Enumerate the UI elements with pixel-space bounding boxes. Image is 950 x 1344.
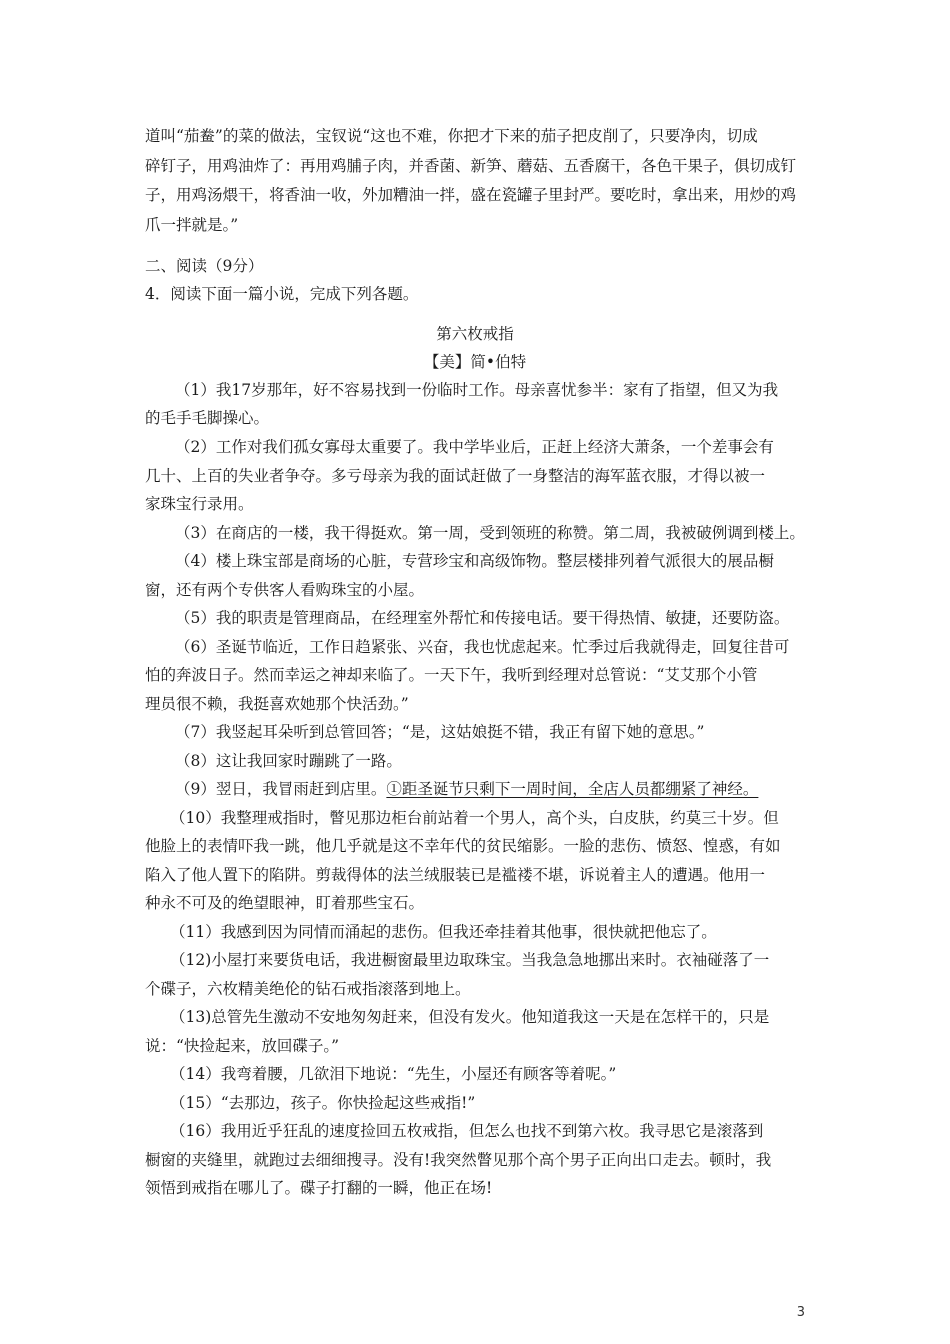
paragraph-line: 个碟子，六枚精美绝伦的钻石戒指滚落到地上。 xyxy=(145,980,471,998)
intro-line-3: 子，用鸡汤煨干，将香油一收，外加糟油一拌，盛在瓷罐子里封严。要吃时，拿出来，用炒的鸡 xyxy=(145,186,797,204)
paragraph-line: （13)总管先生激动不安地匆匆赶来，但没有发火。他知道我这一天是在怎样干的，只是 xyxy=(170,1008,770,1026)
intro-line-2: 碎钉子，用鸡油炸了：再用鸡脯子肉，并香菌、新笋、蘑菇、五香腐干，各色干果子，俱切成钉 xyxy=(145,157,797,175)
paragraph-line: （4）楼上珠宝部是商场的心脏，专营珍宝和高级饰物。整层楼排列着气派很大的展品橱 xyxy=(175,552,774,570)
story-author: 【美】简•伯特 xyxy=(423,353,527,371)
paragraph-line: （6）圣诞节临近，工作日趋紧张、兴奋，我也忧虑起来。忙季过后我就得走，回复往昔可 xyxy=(175,638,790,656)
paragraph-line: 种永不可及的绝望眼神，盯着那些宝石。 xyxy=(145,894,425,912)
paragraph-line: 几十、上百的失业者争夺。多亏母亲为我的面试赶做了一身整洁的海军蓝衣服，才得以被一 xyxy=(145,467,766,485)
intro-line-1: 道叫“茄鲞”的菜的做法，宝钗说“这也不难，你把才下来的茄子把皮削了，只要净肉，切成 xyxy=(145,127,758,145)
story-title: 第六枚戒指 xyxy=(436,325,514,343)
underlined-sentence: ①距圣诞节只剩下一周时间，全店人员都绷紧了神经。 xyxy=(386,780,759,798)
paragraph-9-text: （9）翌日，我冒雨赶到店里。 xyxy=(175,780,387,798)
paragraph-line: （15）“去那边，孩子。你快捡起这些戒指!” xyxy=(170,1094,476,1112)
paragraph-line: 窗，还有两个专供客人看购珠宝的小屋。 xyxy=(145,581,425,599)
question-prompt: 4．阅读下面一篇小说，完成下列各题。 xyxy=(145,285,419,303)
page-number: 3 xyxy=(796,1305,805,1320)
paragraph-line: （5）我的职责是管理商品，在经理室外帮忙和传接电话。要干得热情、敏捷，还要防盗。 xyxy=(175,609,790,627)
paragraph-line xyxy=(175,779,815,799)
paragraph-line: （2）工作对我们孤女寡母太重要了。我中学毕业后，正赶上经济大萧条，一个差事会有 xyxy=(175,438,774,456)
section-heading: 二、阅读（9分） xyxy=(145,257,264,275)
paragraph-line: 理员很不赖，我挺喜欢她那个快活劲。” xyxy=(145,695,409,713)
paragraph-line: 陷入了他人置下的陷阱。剪裁得体的法兰绒服装已是褴褛不堪，诉说着主人的遭遇。他用一 xyxy=(145,866,766,884)
paragraph-line: 他脸上的表情吓我一跳，他几乎就是这不幸年代的贫民缩影。一脸的悲伤、愤怒、惶惑，有如 xyxy=(145,837,781,855)
paragraph-line: （14）我弯着腰，几欲泪下地说：“先生，小屋还有顾客等着呢。” xyxy=(170,1065,617,1083)
paragraph-line: （8）这让我回家时蹦跳了一路。 xyxy=(175,752,402,770)
paragraph-line: （3）在商店的一楼，我干得挺欢。第一周，受到领班的称赞。第二周，我被破例调到楼上。 xyxy=(175,524,805,542)
paragraph-line: （10）我整理戒指时，瞥见那边柜台前站着一个男人，高个头，白皮肤，约莫三十岁。但 xyxy=(170,809,779,827)
paragraph-line: （12)小屋打来要货电话，我进橱窗最里边取珠宝。当我急急地挪出来时。衣袖碰落了一 xyxy=(170,951,770,969)
paragraph-line: （16）我用近乎狂乱的速度捡回五枚戒指，但怎么也找不到第六枚。我寻思它是滚落到 xyxy=(170,1122,764,1140)
paragraph-line: （1）我17岁那年，好不容易找到一份临时工作。母亲喜忧参半：家有了指望，但又为我 xyxy=(175,381,779,399)
paragraph-line: 说：“快捡起来，放回碟子。” xyxy=(145,1037,340,1055)
paragraph-line: 领悟到戒指在哪儿了。碟子打翻的一瞬，他正在场! xyxy=(145,1179,493,1197)
paragraph-line: 家珠宝行录用。 xyxy=(145,495,254,513)
paragraph-line: 的毛手毛脚操心。 xyxy=(145,409,270,427)
paragraph-line: （7）我竖起耳朵听到总管回答；“是，这姑娘挺不错，我正有留下她的意思。” xyxy=(175,723,705,741)
intro-line-4: 爪一拌就是。” xyxy=(145,216,239,234)
paragraph-line: 橱窗的夹缝里，就跑过去细细搜寻。没有!我突然瞥见那个高个男子正向出口走去。顿时，我 xyxy=(145,1151,772,1169)
paragraph-line: 怕的奔波日子。然而幸运之神却来临了。一天下午，我听到经理对总管说：“艾艾那个小管 xyxy=(145,666,758,684)
paragraph-line: （11）我感到因为同情而涌起的悲伤。但我还牵挂着其他事，很快就把他忘了。 xyxy=(170,923,717,941)
